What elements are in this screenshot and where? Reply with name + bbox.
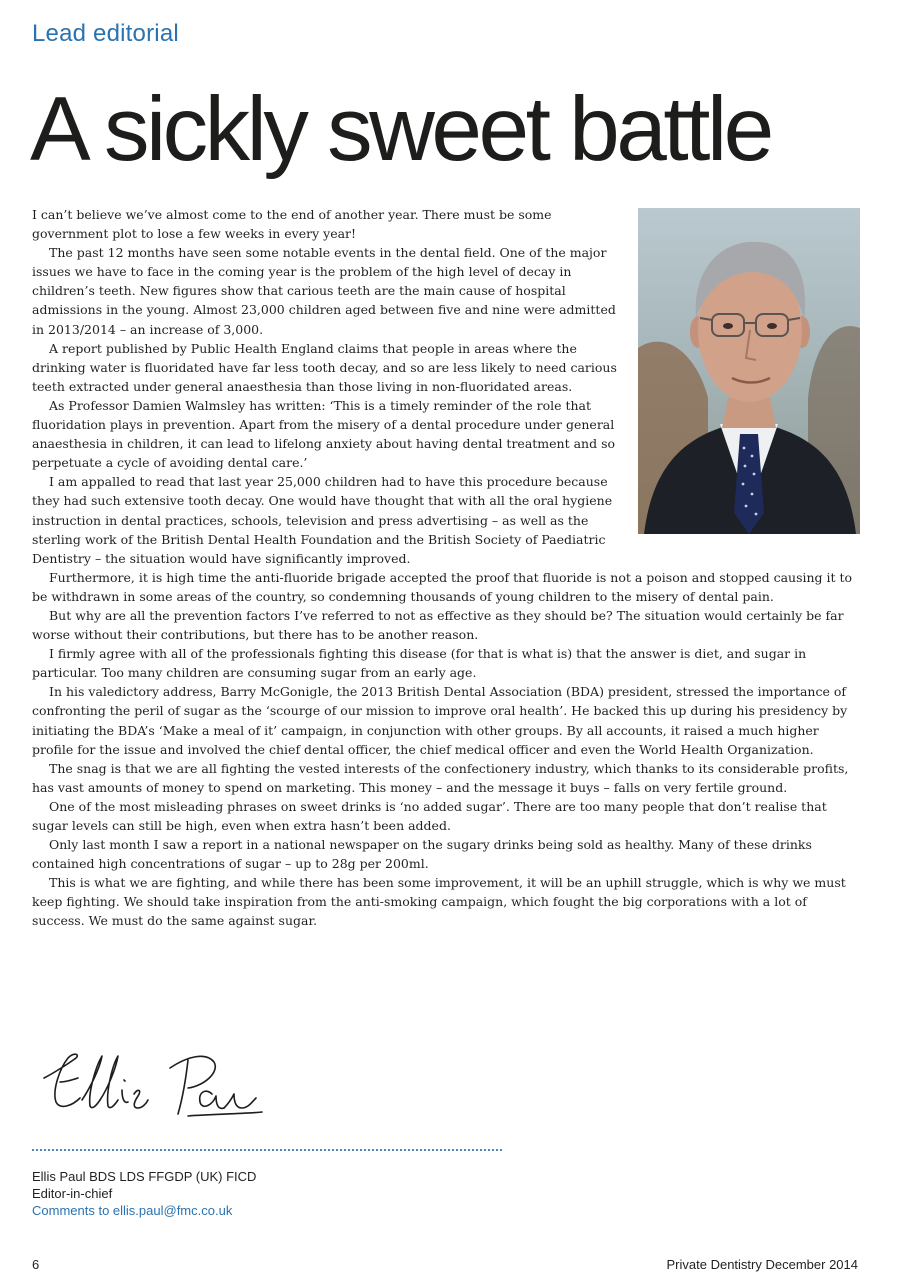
byline (32, 1168, 256, 1219)
signature-divider (32, 1149, 502, 1151)
headline: A sickly sweet battle (30, 79, 771, 180)
paragraph: Furthermore, it is high time the anti-fluoride brigade accepted the proof that fluoride is not a poison and stopped causing it to be withdrawn in some areas of the country, so condemning thousands of young children to the misery of dental pain. (32, 569, 853, 604)
paragraph: One of the most misleading phrases on sweet drinks is ‘no added sugar’. There are too many people that don’t realise that sugar levels can still be high, even when extra hasn’t been added. (32, 798, 827, 833)
paragraph: The past 12 months have seen some notable events in the dental field. One of the major issues we have to face in the coming year is the problem of the high level of decay in children’s teeth. New figures show that carious teeth are the main cause of hospital admissions in the young. Almost 23,000 children aged between five and nine were admitted in 2013/2014 – an increase of 3,000. (32, 245, 616, 337)
author-photo (638, 208, 860, 534)
publication-footer: Private Dentistry December 2014 (666, 1257, 858, 1272)
article-body (32, 205, 860, 931)
section-label: Lead editorial (32, 20, 179, 47)
paragraph: I can’t believe we’ve almost come to the end of another year. There must be some government plot to lose a few weeks in every year! (32, 207, 552, 242)
paragraph: I am appalled to read that last year 25,000 children had to have this procedure because they had such extensive tooth decay. One would have thought that with all the oral hygiene instruction in dental practices, schools, television and press advertising – as well as the sterling work of the British Dental Health Foundation and the British Society of Paediatric Dentistry – the situation would have significantly improved. (32, 474, 613, 566)
paragraph: As Professor Damien Walmsley has written: ‘This is a timely reminder of the role that fluoridation plays in prevention. Apart from the misery of a dental procedure under general anaesthesia in children, it can lead to lifelong anxiety about having dental treatment and so perpetuate a cycle of avoiding dental care.’ (32, 397, 616, 471)
paragraph: A report published by Public Health England claims that people in areas where the drinking water is fluoridated have far less tooth decay, and so are less likely to need carious teeth extracted under general anaesthesia than those living in non-fluoridated areas. (32, 340, 617, 394)
paragraph: Only last month I saw a report in a national newspaper on the sugary drinks being sold as healthy. Many of these drinks contained high concentrations of sugar – up to 28g per 200ml. (32, 837, 812, 872)
paragraph: The snag is that we are all fighting the vested interests of the confectionery industry, which thanks to its considerable profits, has vast amounts of money to spend on marketing. This money – and the message it buys – falls on very fertile ground. (32, 760, 849, 795)
paragraph: But why are all the prevention factors I’ve referred to not as effective as they should be? The situation would certainly be far worse without their contributions, but there has to be another reason. (32, 607, 844, 643)
handwritten-signature (38, 1048, 268, 1126)
paragraph: I firmly agree with all of the professionals fighting this disease (for that is what is) that the answer is diet, and sugar in particular. Too many children are consuming sugar from an early age. (32, 646, 807, 681)
author-role: Editor-in-chief (32, 1186, 113, 1201)
paragraph: In his valedictory address, Barry McGonigle, the 2013 British Dental Association (BDA) president, stressed the importance of confronting the peril of sugar as the ‘scourge of our mission to improve oral health’. He backed this up during his presidency by initiating the BDA’s ‘Make a meal of it’ campaign, in conjunction with other groups. By all accounts, it raised a much higher profile for the issue and involved the chief dental officer, the chief medical officer and even the World Health Organization. (32, 684, 848, 757)
comments-email-link[interactable]: Comments to ellis.paul@fmc.co.uk (32, 1203, 233, 1218)
paragraph: This is what we are fighting, and while there has been some improvement, it will be an uphill struggle, which is why we must keep fighting. We should take inspiration from the anti-smoking campaign, which fought the big corporations with a lot of success. We must do the same against sugar. (32, 875, 846, 929)
author-portrait-illustration (638, 208, 860, 534)
page-number: 6 (32, 1257, 40, 1272)
author-name: Ellis Paul BDS LDS FFGDP (UK) FICD (32, 1169, 257, 1184)
